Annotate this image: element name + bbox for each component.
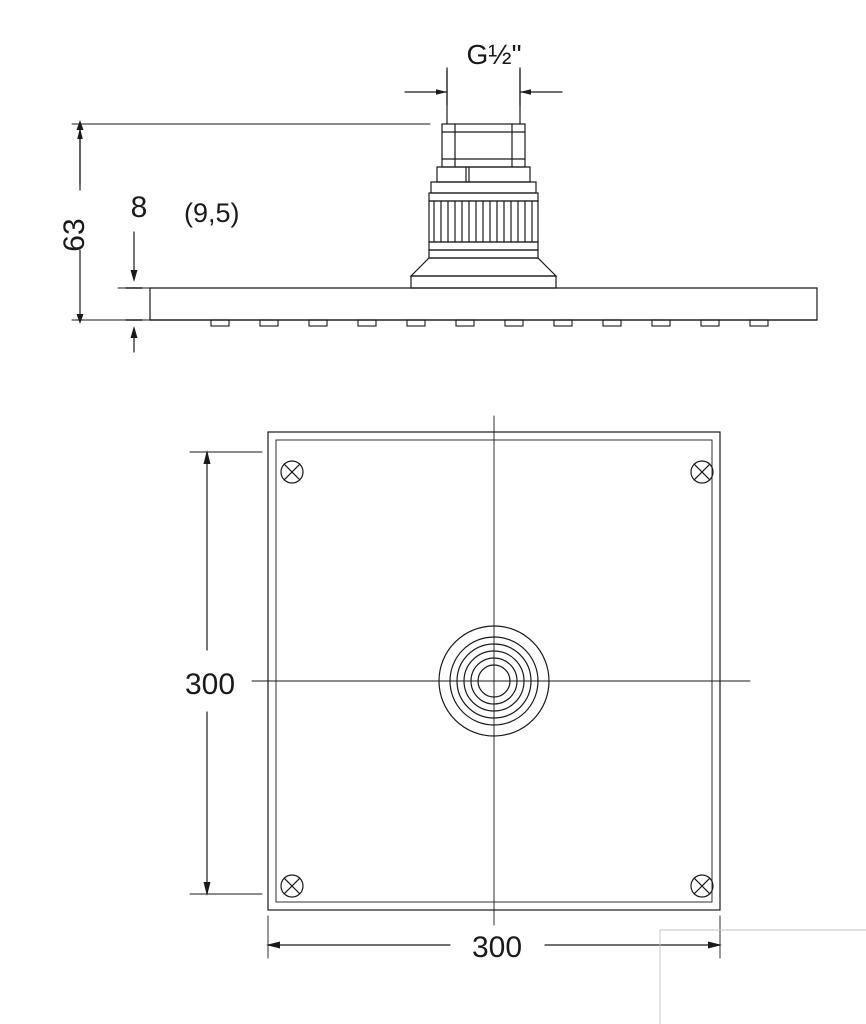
- plan-view: [190, 416, 866, 1024]
- nozzle-row: [211, 320, 768, 326]
- thread-dimension-label: G½": [466, 39, 522, 70]
- title-block-frame: [660, 930, 866, 1024]
- thickness-alt-label: (9,5): [184, 198, 240, 228]
- plan-height-label: 300: [184, 668, 236, 701]
- base-collar: [411, 250, 556, 288]
- inlet-pipe: [447, 70, 520, 124]
- shower-plate-side: [150, 288, 817, 320]
- thickness-dimension-label: 8: [130, 191, 148, 224]
- centre-lines: [252, 416, 750, 925]
- height-dimension-63: [72, 120, 430, 324]
- plan-width-label: 300: [471, 931, 523, 964]
- ball-joint-body: [431, 167, 536, 193]
- coupling-nut: [442, 124, 525, 167]
- corner-screws: [281, 461, 713, 897]
- thread-dimension: [405, 68, 562, 105]
- height-dimension-label: 63: [58, 218, 91, 252]
- knurled-ring: [429, 193, 538, 250]
- thickness-dimension-8: [118, 232, 150, 352]
